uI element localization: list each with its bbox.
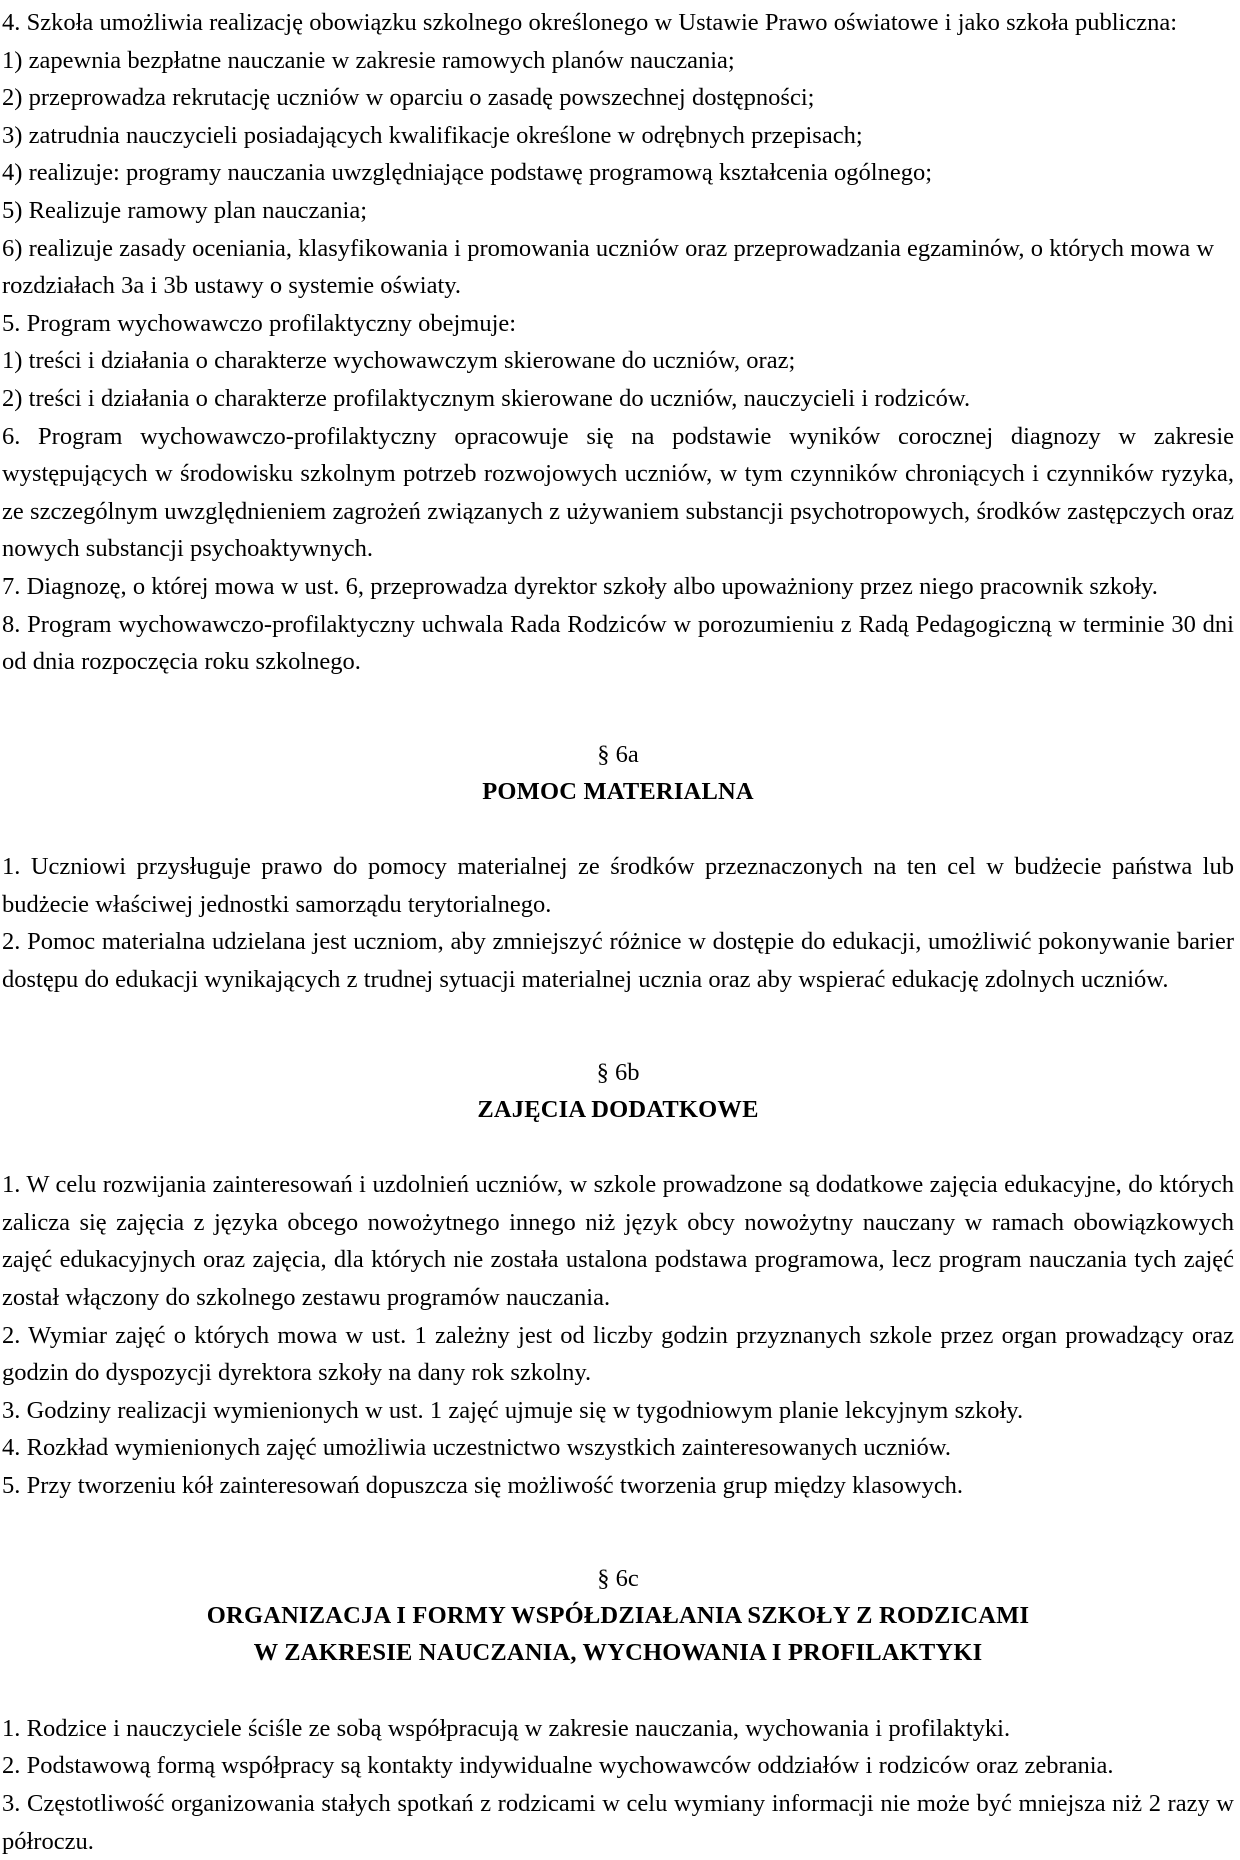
spacer-before-6a [2,681,1234,737]
section-6c-title-line-1: ORGANIZACJA I FORMY WSPÓŁDZIAŁANIA SZKOŁY Z RODZICAMI [206,1601,1030,1629]
paragraph-7: 7. Diagnozę, o której mowa w ust. 6, przeprowadza dyrektor szkoły albo upoważniony przez niego pracownik szkoły. [2,572,1158,600]
paragraph-5-item-1: 1) treści i działania o charakterze wychowawczym skierowane do uczniów, oraz; [2,347,796,375]
section-6b-paragraph-1: 1. W celu rozwijania zainteresowań i uzdolnień uczniów, w szkole prowadzone są dodatkowe zajęcia edukacyjne, do których zalicza się zajęcia z języka obcego nowożytnego innego niż język obcy nowożytny nauczany w ramach obowiązkowych zajęć edukacyjnych oraz zajęcia, dla których nie została ustalona podstawa programowa, lecz program nauczania tych zajęć został włączony do szkolnego zestawu programów nauczania. [2,1171,1234,1312]
section-6c-paragraph-1: 1. Rodzice i nauczyciele ściśle ze sobą współpracują w zakresie nauczania, wychowania i profilaktyki. [2,1714,1011,1742]
section-6b-paragraph-2: 2. Wymiar zajęć o których mowa w ust. 1 zależny jest od liczby godzin przyznanych szkole przez organ prowadzący oraz godzin do dyspozycji dyrektora szkoły na dany rok szkolny. [2,1321,1234,1387]
spacer-after-6c-title [2,1672,1234,1710]
paragraph-4-intro: 4. Szkoła umożliwia realizację obowiązku szkolnego określonego w Ustawie Prawo oświatowe i jako szkoła publiczna: [2,9,1178,36]
paragraph-5-intro: 5. Program wychowawczo profilaktyczny obejmuje: [2,309,517,337]
section-6c-paragraph-3: 3. Częstotliwość organizowania stałych spotkań z rodzicami w celu wymiany informacji nie może być mniejsza niż 2 razy w półroczu. [2,1789,1234,1855]
section-6c-title-line-2: W ZAKRESIE NAUCZANIA, WYCHOWANIA I PROFILAKTYKI [253,1639,983,1667]
paragraph-4-item-5: 5) Realizuje ramowy plan nauczania; [2,196,368,224]
section-6b-paragraph-5: 5. Przy tworzeniu kół zainteresowań dopuszcza się możliwość tworzenia grup między klasowych. [2,1472,964,1499]
spacer-before-6c [2,1505,1234,1561]
paragraph-4-item-6: 6) realizuje zasady oceniania, klasyfikowania i promowania uczniów oraz przeprowadzania egzaminów, o których mowa w rozdziałach 3a i 3b ustawy o systemie oświaty. [2,234,1215,300]
section-6b-paragraph-4: 4. Rozkład wymienionych zajęć umożliwia uczestnictwo wszystkich zainteresowanych uczniów. [2,1434,951,1462]
section-6a-paragraph-1: 1. Uczniowi przysługuje prawo do pomocy materialnej ze środków przeznaczonych na ten cel w budżecie państwa lub budżecie właściwej jednostki samorządu terytorialnego. [2,853,1234,918]
section-6b-paragraph-3: 3. Godziny realizacji wymienionych w ust. 1 zajęć ujmuje się w tygodniowym planie lekcyjnym szkoły. [2,1396,1024,1424]
section-6a-title: POMOC MATERIALNA [482,777,754,805]
section-6b-mark: § 6b [596,1058,640,1086]
paragraph-4-item-1: 1) zapewnia bezpłatne nauczanie w zakresie ramowych planów nauczania; [2,46,735,74]
paragraph-8: 8. Program wychowawczo-profilaktyczny uchwala Rada Rodziców w porozumieniu z Radą Pedagogiczną w terminie 30 dni od dnia rozpoczęcia roku szkolnego. [2,610,1234,676]
section-6a-paragraph-2: 2. Pomoc materialna udzielana jest uczniom, aby zmniejszyć różnice w dostępie do edukacji, umożliwić pokonywanie barier dostępu do edukacji wynikających z trudnej sytuacji materialnej ucznia oraz aby wspierać edukację zdolnych uczniów. [2,928,1234,994]
section-6a-mark: § 6a [597,740,639,768]
paragraph-6: 6. Program wychowawczo-profilaktyczny opracowuje się na podstawie wyników corocznej diagnozy w zakresie występujących w środowisku szkolnym potrzeb rozwojowych uczniów, w tym czynników chroniących i czynników ryzyka, ze szczególnym uwzględnieniem zagrożeń związanych z używaniem substancji psychotropowych, środków zastępczych oraz nowych substancji psychoaktywnych. [2,422,1234,563]
spacer-before-6b [2,999,1234,1055]
paragraph-4-item-4: 4) realizuje: programy nauczania uwzględniające podstawę programową kształcenia ogólnego; [2,159,933,187]
paragraph-4-item-3: 3) zatrudnia nauczycieli posiadających kwalifikacje określone w odrębnych przepisach; [2,121,863,149]
spacer-after-6a-title [2,810,1234,848]
section-6b-title: ZAJĘCIA DODATKOWE [477,1095,759,1123]
paragraph-5-item-2: 2) treści i działania o charakterze profilaktycznym skierowane do uczniów, nauczycieli i rodziców. [2,384,971,412]
section-6c-mark: § 6c [597,1564,639,1592]
section-6c-paragraph-2: 2. Podstawową formą współpracy są kontakty indywidualne wychowawców oddziałów i rodziców oraz zebrania. [2,1752,1114,1780]
document-body [2,4,1234,1860]
paragraph-4-item-2: 2) przeprowadza rekrutację uczniów w oparciu o zasadę powszechnej dostępności; [2,84,815,112]
spacer-after-6b-title [2,1128,1234,1166]
